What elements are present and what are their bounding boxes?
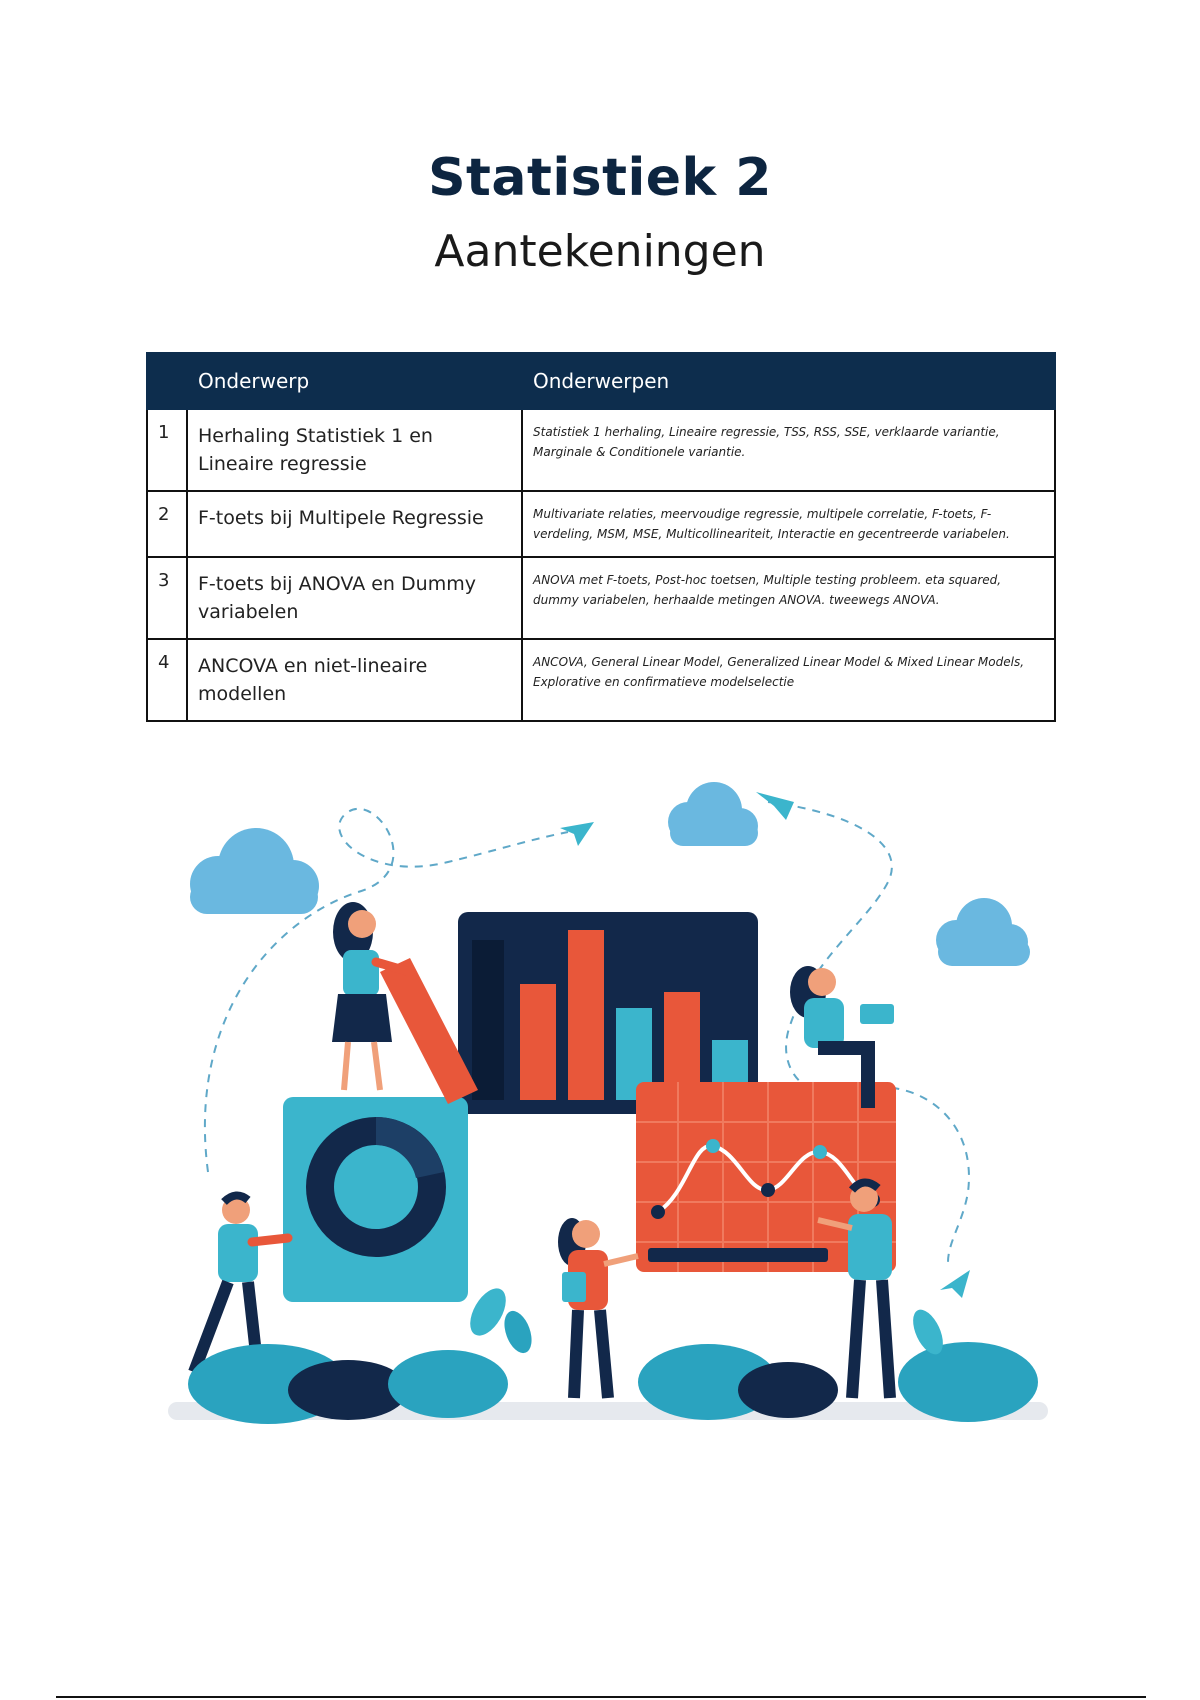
header-topic: Onderwerp <box>187 353 522 409</box>
row-topic: ANCOVA en niet-lineaire modellen <box>187 639 522 721</box>
table-row <box>147 409 1055 491</box>
row-number: 3 <box>147 557 187 639</box>
row-description: Multivariate relaties, meervoudige regressie, multipele correlatie, F-toets, F-verdeling, MSM, MSE, Multicollineariteit, Interactie en gecentreerde variabelen. <box>522 491 1055 557</box>
paper-plane-icon <box>560 822 594 846</box>
paper-plane-icon <box>940 1270 970 1298</box>
row-number: 4 <box>147 639 187 721</box>
row-number: 2 <box>147 491 187 557</box>
row-description: ANOVA met F-toets, Post-hoc toetsen, Multiple testing probleem. eta squared, dummy variabelen, herhaalde metingen ANOVA. tweewegs ANOVA. <box>522 557 1055 639</box>
row-topic: Herhaling Statistiek 1 en Lineaire regressie <box>187 409 522 491</box>
row-topic: F-toets bij Multipele Regressie <box>187 491 522 557</box>
table-header-row <box>147 353 1055 409</box>
paper-plane-icon <box>756 792 794 820</box>
cloud-icon <box>936 898 1030 966</box>
header-number <box>147 353 187 409</box>
page-subtitle: Aantekeningen <box>434 226 766 277</box>
table-row <box>147 639 1055 721</box>
row-description: ANCOVA, General Linear Model, Generalized Linear Model & Mixed Linear Models, Explorative en confirmatieve modelselectie <box>522 639 1055 721</box>
table-row <box>147 491 1055 557</box>
row-description: Statistiek 1 herhaling, Lineaire regressie, TSS, RSS, SSE, verklaarde variantie, Marginale & Conditionele variantie. <box>522 409 1055 491</box>
page-title: Statistiek 2 <box>428 148 772 208</box>
table-row <box>147 557 1055 639</box>
data-analysis-illustration <box>148 772 1058 1442</box>
topics-table <box>146 352 1056 722</box>
bottom-rule <box>56 1696 1146 1698</box>
donut-chart-board <box>283 1097 468 1302</box>
cloud-icon <box>668 782 758 846</box>
cloud-icon <box>190 828 319 914</box>
row-number: 1 <box>147 409 187 491</box>
header-topics: Onderwerpen <box>522 353 1055 409</box>
row-topic: F-toets bij ANOVA en Dummy variabelen <box>187 557 522 639</box>
person-figure <box>558 1218 638 1398</box>
